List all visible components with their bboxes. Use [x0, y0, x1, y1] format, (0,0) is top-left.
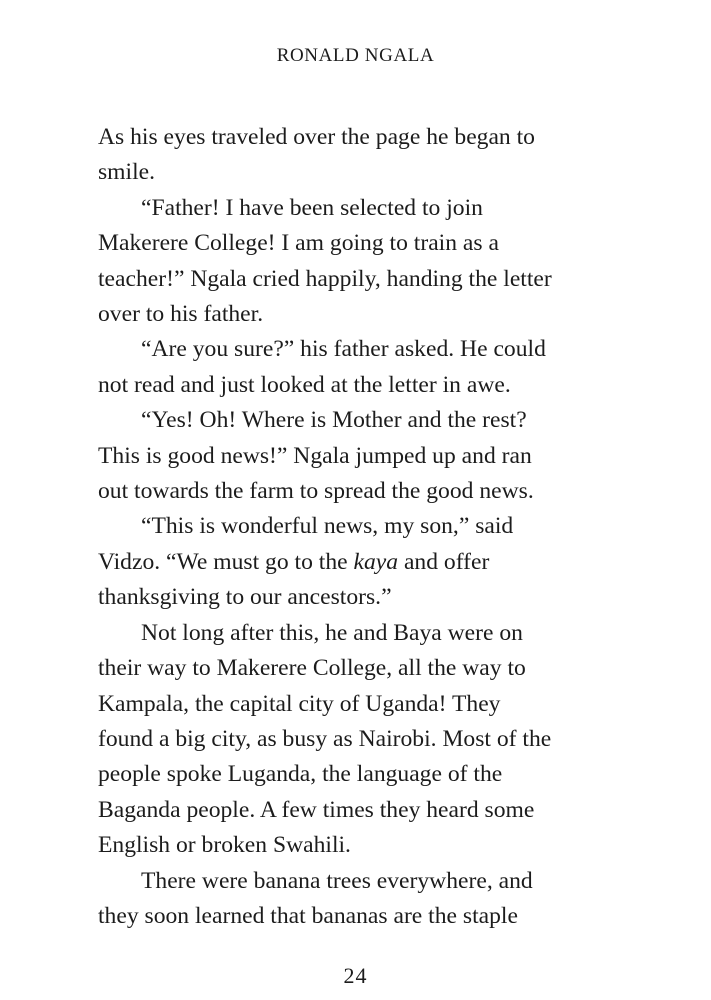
italic-word: kaya — [353, 548, 399, 575]
text-line: “Yes! Oh! Where is Mother and the rest? — [141, 407, 527, 434]
page-number: 24 — [343, 963, 368, 988]
text-line: smile. — [98, 159, 156, 186]
text-line: not read and just looked at the letter in awe. — [98, 371, 511, 398]
text-line-with-italic — [98, 545, 618, 580]
page-body-text — [98, 120, 618, 934]
text-line: people spoke Luganda, the language of the — [98, 761, 503, 788]
text-line: Kampala, the capital city of Uganda! They — [98, 690, 501, 717]
text-line: thanksgiving to our ancestors.” — [98, 584, 392, 611]
text-line: “This is wonderful news, my son,” said — [141, 513, 514, 540]
text-line: “Father! I have been selected to join — [141, 194, 483, 221]
text-line: teacher!” Ngala cried happily, handing the letter — [98, 265, 552, 292]
text-line: out towards the farm to spread the good news. — [98, 478, 534, 505]
running-head: RONALD NGALA — [276, 45, 435, 66]
text-line: Not long after this, he and Baya were on — [141, 619, 523, 646]
text-line: over to his father. — [98, 301, 264, 328]
text-line: “Are you sure?” his father asked. He could — [141, 336, 546, 363]
text-line: There were banana trees everywhere, and — [141, 867, 533, 894]
text-line: their way to Makerere College, all the way to — [98, 655, 526, 682]
text-segment: Vidzo. “We must go to the — [98, 548, 354, 575]
text-line: they soon learned that bananas are the staple — [98, 902, 518, 929]
text-line: Makerere College! I am going to train as a — [98, 230, 499, 257]
text-line: As his eyes traveled over the page he began to — [98, 124, 535, 150]
text-segment: and offer — [398, 548, 490, 575]
text-line: English or broken Swahili. — [98, 832, 351, 859]
text-line: Baganda people. A few times they heard some — [98, 796, 535, 823]
text-line: This is good news!” Ngala jumped up and ran — [98, 442, 532, 469]
text-line: found a big city, as busy as Nairobi. Most of the — [98, 725, 552, 752]
